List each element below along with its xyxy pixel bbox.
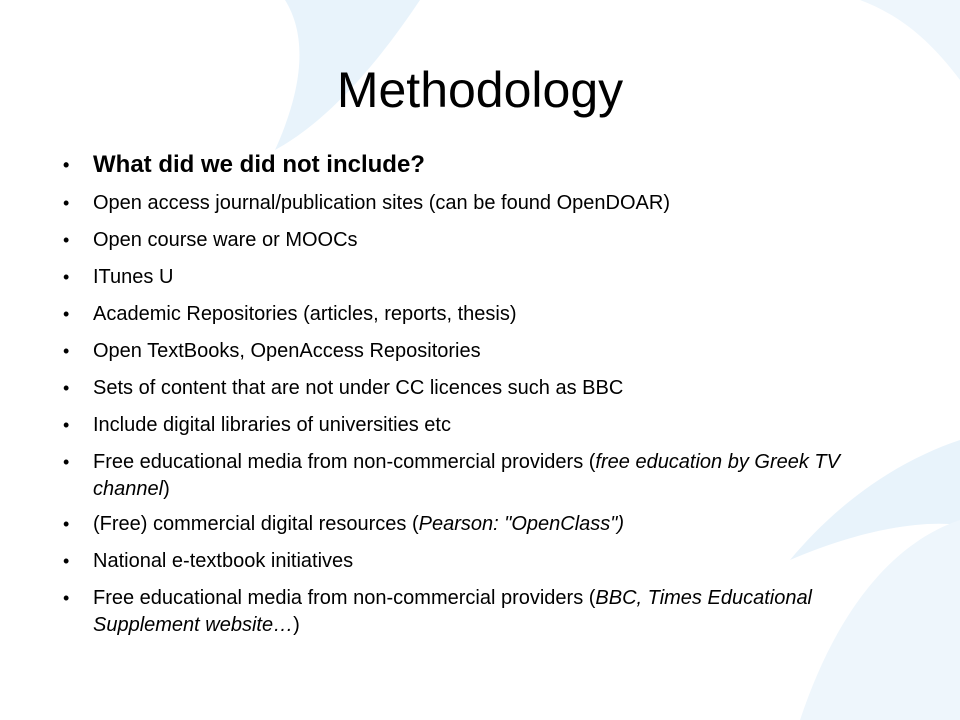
bullet-item <box>60 548 910 575</box>
bullet-dot-icon: • <box>63 267 70 287</box>
bullet-dot-icon: • <box>63 230 70 250</box>
bullet-text: Sets of content that are not under CC licences such as BBC <box>93 377 624 399</box>
bullet-text: Academic Repositories (articles, reports, thesis) <box>93 303 517 325</box>
bullet-dot-icon: • <box>63 415 70 435</box>
bullet-text: Open course ware or MOOCs <box>93 229 358 251</box>
bullet-item <box>60 375 910 402</box>
bullet-dot-icon: • <box>63 304 70 324</box>
bullet-item <box>60 227 910 254</box>
bullet-text: What did we did not include? <box>93 151 425 178</box>
bullet-text: National e-textbook initiatives <box>93 550 354 572</box>
bullet-dot-icon: • <box>63 378 70 398</box>
bullet-dot-icon: • <box>63 155 70 175</box>
bullet-text: Open access journal/publication sites (can be found OpenDOAR) <box>93 192 670 214</box>
bullet-text-pre: Free educational media from non-commercial providers ( <box>93 587 596 609</box>
bullet-text: ITunes U <box>93 266 174 288</box>
slide-title: Methodology <box>336 62 624 118</box>
bullet-item <box>60 338 910 365</box>
bullet-item <box>60 264 910 291</box>
bullet-item <box>60 190 910 217</box>
bullet-dot-icon: • <box>63 341 70 361</box>
bullet-item <box>60 449 910 503</box>
bullet-dot-icon: • <box>63 588 70 608</box>
bullet-item <box>60 511 910 538</box>
bullet-text-post: ) <box>163 478 170 500</box>
bullet-dot-icon: • <box>63 551 70 571</box>
bullet-item <box>60 585 910 639</box>
bullet-text-pre: (Free) commercial digital resources ( <box>93 513 419 535</box>
bullet-text-emphasis: BBC, Times Educational Supplement website… <box>93 587 813 636</box>
bullet-item-heading <box>60 150 910 180</box>
bullet-text: Open TextBooks, OpenAccess Repositories <box>93 340 481 362</box>
bullet-dot-icon: • <box>63 193 70 213</box>
bullet-text-post: ) <box>293 614 300 636</box>
bullet-item <box>60 301 910 328</box>
bullet-list <box>60 150 910 647</box>
bullet-text-pre: Free educational media from non-commercial providers ( <box>93 451 596 473</box>
bullet-item <box>60 412 910 439</box>
bullet-dot-icon: • <box>63 514 70 534</box>
bullet-text: Include digital libraries of universities etc <box>93 414 451 436</box>
bullet-text-emphasis: free education by Greek TV channel <box>93 451 840 500</box>
bullet-dot-icon: • <box>63 452 70 472</box>
bullet-text-emphasis: Pearson: "OpenClass") <box>418 513 625 535</box>
